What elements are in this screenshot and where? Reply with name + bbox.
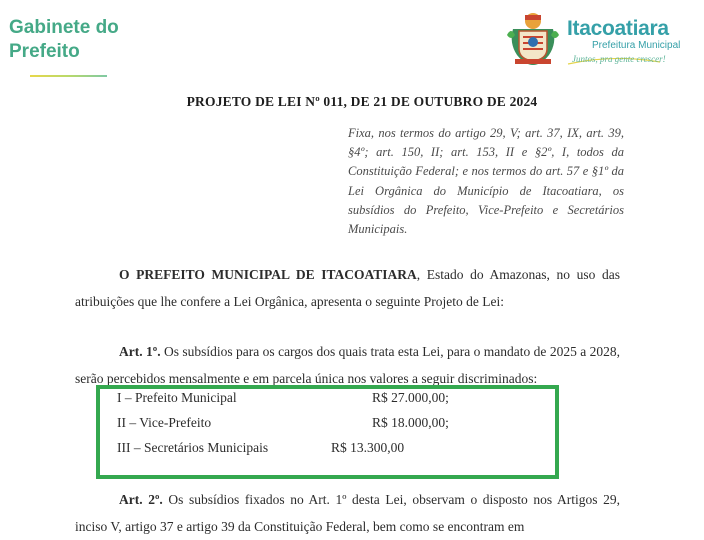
salary-value-1: R$ 27.000,00;	[372, 390, 449, 405]
preamble-text: , Estado do Amazonas, no uso das atribuições que lhe confere a Lei Orgânica, apresenta o seguinte Projeto de Lei:	[75, 267, 620, 309]
document-title: PROJETO DE LEI Nº 011, DE 21 DE OUTUBRO DE 2024	[186, 94, 538, 109]
article-2-paragraph	[75, 486, 620, 540]
coat-of-arms-icon	[505, 9, 561, 67]
salary-role-1: I – Prefeito Municipal	[117, 390, 237, 405]
brand-name: Itacoatiara	[567, 17, 669, 40]
article-1-paragraph	[75, 338, 620, 392]
office-label-line2: Prefeito	[9, 41, 80, 62]
salary-role-3: III – Secretários Municipais	[117, 440, 269, 455]
salary-value-2: R$ 18.000,00;	[372, 415, 449, 430]
article-1-label: Art. 1º.	[119, 344, 161, 359]
office-underline	[30, 75, 107, 77]
article-2-text: Os subsídios fixados no Art. 1º desta Lei, observam o disposto nos Artigos 29, inciso V, artigo 37 e artigo 39 da Constituição Federal, bem como se encontram em	[75, 492, 620, 534]
preamble-paragraph	[75, 261, 620, 315]
article-2-label: Art. 2º.	[119, 492, 163, 507]
salary-value-3: R$ 13.300,00	[331, 440, 405, 455]
office-label	[9, 16, 119, 64]
brand-subtitle: Prefeitura Municipal	[592, 40, 681, 51]
salary-role-2: II – Vice-Prefeito	[117, 415, 212, 430]
brand-slogan: Juntos, pra gente crescer!	[572, 54, 666, 64]
preamble-author: O PREFEITO MUNICIPAL DE ITACOATIARA	[119, 267, 417, 282]
office-label-line1: Gabinete do	[9, 17, 119, 38]
article-1-text: Os subsídios para os cargos dos quais trata esta Lei, para o mandato de 2025 a 2028, serão percebidos mensalmente e em parcela única nos valores a seguir discriminados:	[75, 344, 620, 386]
ementa-text: Fixa, nos termos do artigo 29, V; art. 37, IX, art. 39, §4º; art. 150, II; art. 153, II e §2º, I, todos da Constituição Federal; e nos termos do art. 57 e §1º da Lei Orgânica do Município de Itacoatiara, os subsídios do Prefeito, Vice-Prefeito e Secretários Municipais.	[348, 126, 624, 237]
